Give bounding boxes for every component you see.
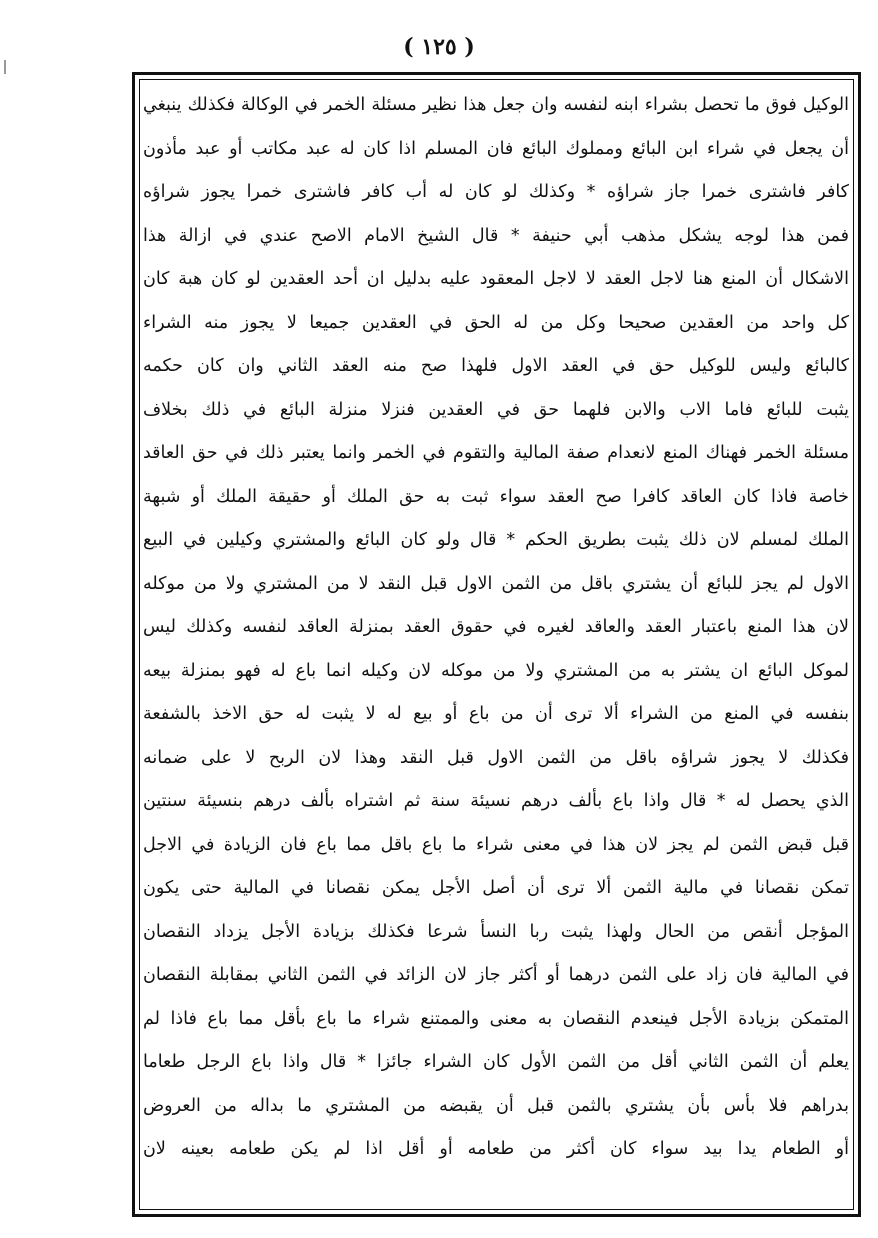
text-line: يعلم أن الثمن الثاني أقل من الثمن الأول كان الشراء جائزا * قال واذا باع الرجل طعاما bbox=[143, 1052, 849, 1072]
body-text bbox=[143, 84, 849, 1172]
text-line: المؤجل أنقص من الحال ولهذا يثبت ربا النسأ شرعا فكذلك بزيادة الأجل يزداد النقصان bbox=[143, 921, 849, 942]
text-line: بدراهم فلا بأس بأن يشتري بالثمن قبل أن يقبضه من المشتري ما بداله من العروض bbox=[143, 1095, 849, 1116]
text-line: فمن هذا لوجه يشكل مذهب أبي حنيفة * قال الشيخ الامام الاصح عندي في ازالة هذا bbox=[143, 225, 849, 246]
text-line: المتمكن بزيادة الأجل فينعدم النقصان به معنى والممتنع شراء ما باع بأقل مما باع فاذا لم bbox=[143, 1008, 849, 1029]
text-line: الملك لمسلم لان ذلك يثبت بطريق الحكم * قال ولو كان البائع والمشتري وكيلين في البيع bbox=[143, 530, 849, 550]
text-line: لان هذا المنع باعتبار العقد والعاقد لغيره في حقوق العقد بمنزلة العاقد لنفسه وكذلك ليس bbox=[143, 617, 849, 637]
text-line: كل واحد من العقدين صحيحا وكل من له الحق في العقدين جميعا لا يجوز منه الشراء bbox=[143, 312, 849, 333]
text-line: لموكل البائع ان يشتر به من المشتري ولا من موكله لان وكيله انما باع له فهو بمنزلة بيعه bbox=[143, 660, 849, 681]
text-line: قبل قبض الثمن لم يجز لان هذا في معنى شراء ما باع باقل مما باع فان الزيادة في الاجل bbox=[143, 834, 849, 855]
text-line: أو الطعام يدا بيد سواء كان أكثر من طعامه أو أقل اذا لم يكن طعامه بعينه لان bbox=[143, 1139, 849, 1159]
text-line: أن يجعل في شراء ابن البائع ومملوك البائع فان المسلم اذا كان له عبد مكاتب أو عبد مأذون bbox=[143, 138, 849, 159]
text-line: الذي يحصل له * قال واذا باع بألف درهم نسيئة سنة ثم اشتراه بألف درهم بنسيئة سنتين bbox=[143, 791, 849, 811]
text-line: الاشكال أن المنع هنا لاجل العقد لا لاجل المعقود عليه بدليل ان أحد العقدين لو كان هبة كان bbox=[143, 269, 849, 289]
text-line: الوكيل فوق ما تحصل بشراء ابنه لنفسه وان جعل هذا نظير مسئلة الخمر في الوكالة فكذلك ينبغي bbox=[143, 95, 849, 115]
text-line: مسئلة الخمر فهناك المنع لانعدام صفة المالية والتقوم في الخمر وانما يعتبر ذلك في حق العاقد bbox=[143, 443, 849, 463]
text-line: كافر فاشترى خمرا جاز شراؤه * وكذلك لو كان له أب كافر فاشترى خمرا يجوز شراؤه bbox=[143, 182, 849, 202]
text-line: كالبائع وليس للوكيل حق في العقد الاول فلهذا صح منه العقد الثاني وان كان حكمه bbox=[143, 356, 849, 376]
text-line: في المالية فان زاد على الثمن درهما أو أكثر جاز لان الزائد في الثمن الثاني بمقابلة النقصان bbox=[143, 965, 849, 985]
text-line: يثبت للبائع فاما الاب والابن فلهما حق في العقدين فنزلا منزلة البائع في ذلك بخلاف bbox=[143, 399, 849, 420]
text-line: بنفسه في المنع من الشراء ألا ترى أن من باع أو بيع له لا يثبت له حق الاخذ بالشفعة bbox=[143, 704, 849, 724]
page-number: ( ١٢٥ ) bbox=[403, 34, 475, 60]
text-line: الاول لم يجز للبائع أن يشتري باقل من الثمن الاول قبل النقد لا من المشتري ولا من موكله bbox=[143, 573, 849, 594]
text-line: تمكن نقصانا في مالية الثمن ألا ترى أن أصل الأجل يمكن نقصانا في المالية حتى يكون bbox=[143, 878, 849, 898]
text-line: فكذلك لا يجوز شراؤه باقل من الثمن الاول قبل النقد وهذا لان الربح لا على ضمانه bbox=[143, 747, 849, 768]
text-line: خاصة فاذا كان العاقد كافرا صح العقد سواء ثبت به حق الملك أو حقيقة الملك أو شبهة bbox=[143, 486, 849, 507]
margin-mark bbox=[4, 60, 6, 74]
